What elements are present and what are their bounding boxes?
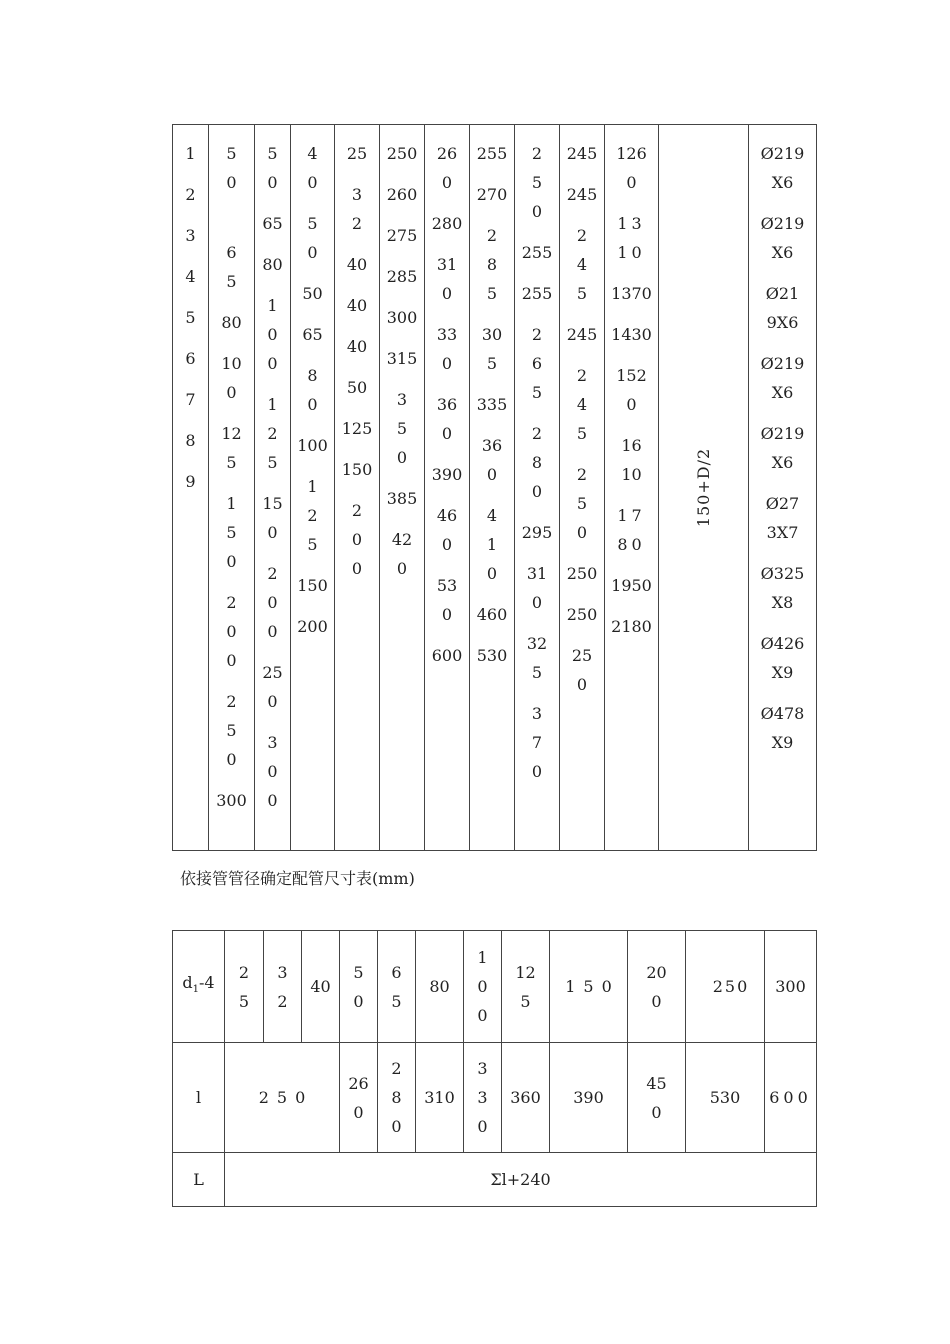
d-value — [416, 931, 464, 1043]
d-value — [502, 931, 550, 1043]
cell-value: 40 — [346, 296, 368, 315]
cell-value: 32 — [277, 962, 288, 1011]
data-column-8 — [515, 125, 560, 851]
connection-pipe-table — [172, 930, 817, 1207]
cell-value: 250 — [226, 692, 237, 769]
data-column-6 — [425, 125, 470, 851]
sequence-number: 5 — [185, 308, 196, 327]
l-value — [225, 1043, 340, 1153]
cell-value: 150 — [226, 494, 237, 571]
cell-value: 260 — [348, 1073, 369, 1122]
cell-value: 285 — [386, 267, 418, 286]
d-value — [628, 931, 686, 1043]
sequence-number: 6 — [185, 349, 196, 368]
sequence-number: 4 — [185, 267, 196, 286]
cell-value: 245 — [576, 366, 588, 443]
cell-value: 65 — [391, 962, 402, 1011]
cell-value: 255 — [521, 243, 553, 262]
cell-value: 125 — [307, 477, 318, 554]
cell-value: 40 — [307, 144, 318, 192]
cell-value: 300 — [216, 791, 247, 810]
formula-text: 150+D/2 — [694, 447, 713, 528]
cell-value: 80 — [221, 313, 242, 332]
l-value — [550, 1043, 628, 1153]
cell-value: 350 — [396, 390, 408, 467]
d-value — [302, 931, 340, 1043]
cell-value: 390 — [573, 1088, 604, 1107]
cell-value: 450 — [646, 1073, 667, 1122]
sequence-column — [173, 125, 209, 851]
cell-value: 1780 — [617, 506, 646, 554]
cell-value: 100 — [477, 948, 488, 1025]
cell-value: 125 — [341, 419, 373, 438]
cell-value: 200 — [297, 617, 328, 636]
pipe-size: Ø426X9 — [760, 634, 805, 682]
cell-value: 2180 — [611, 617, 652, 636]
cell-value: 460 — [476, 605, 508, 624]
cell-value: 50 — [267, 144, 278, 192]
cell-value: 100 — [221, 354, 242, 402]
row-l-label: l — [173, 1043, 225, 1153]
cell-value: 245 — [566, 325, 598, 344]
data-column-7 — [470, 125, 515, 851]
cell-value: 255 — [521, 284, 553, 303]
cell-value: 250 — [571, 646, 593, 694]
cell-value: 420 — [391, 530, 413, 578]
cell-value: 250 — [531, 144, 543, 221]
cell-value: 50 — [346, 378, 368, 397]
cell-value: 50 — [226, 144, 237, 192]
d-value — [686, 931, 765, 1043]
cell-value: 300 — [267, 733, 278, 810]
cell-value: 200 — [226, 593, 237, 670]
cell-value: 125 — [267, 395, 278, 472]
row-l — [173, 1043, 817, 1153]
cell-value: 200 — [267, 564, 278, 641]
cell-value: 150 — [565, 977, 620, 996]
l-value — [340, 1043, 378, 1153]
l-value — [416, 1043, 464, 1153]
cell-value: 295 — [521, 523, 553, 542]
cell-value: 200 — [351, 501, 363, 578]
cell-value: 50 — [353, 962, 364, 1011]
cell-value: 280 — [531, 424, 543, 501]
cell-value: 1430 — [611, 325, 652, 344]
cell-value: 1370 — [611, 284, 652, 303]
cell-value: 250 — [386, 144, 418, 163]
data-column-3 — [291, 125, 335, 851]
d-value — [550, 931, 628, 1043]
cell-value: 600 — [431, 646, 463, 665]
cell-value: 65 — [262, 214, 283, 233]
l-value — [502, 1043, 550, 1153]
d-value — [765, 931, 817, 1043]
cell-value: 125 — [221, 424, 242, 472]
cell-value: 150 — [297, 576, 328, 595]
cell-value: 25 — [346, 144, 368, 163]
cell-value: 1610 — [621, 436, 642, 484]
cell-value: 285 — [486, 226, 498, 303]
cell-value: 80 — [262, 255, 283, 274]
cell-value: 370 — [531, 704, 543, 781]
cell-value: 100 — [297, 436, 328, 455]
formula-cell — [659, 125, 749, 851]
pipe-size-column — [749, 125, 817, 851]
cell-value: 255 — [476, 144, 508, 163]
row-L-label: L — [173, 1153, 225, 1207]
pipe-size: Ø219X6 — [760, 354, 805, 402]
cell-value: 360 — [510, 1088, 541, 1107]
cell-value: 270 — [476, 185, 508, 204]
pipe-size: Ø325X8 — [760, 564, 805, 612]
label-subscript: 1 — [192, 984, 200, 996]
l-value — [765, 1043, 817, 1153]
cell-value: 1260 — [616, 144, 647, 192]
label-main: d — [182, 973, 193, 993]
l-value — [686, 1043, 765, 1153]
data-column-5 — [380, 125, 425, 851]
cell-value: 50 — [302, 284, 323, 303]
cell-value: 40 — [310, 977, 331, 996]
cell-value: 32 — [351, 185, 363, 233]
sequence-number: 3 — [185, 226, 196, 245]
cell-value: 300 — [386, 308, 418, 327]
cell-value: 1310 — [617, 214, 646, 262]
cell-value: 245 — [566, 185, 598, 204]
row-L-formula: Σl+240 — [225, 1153, 817, 1207]
cell-value: 310 — [436, 255, 458, 303]
sequence-number: 2 — [185, 185, 196, 204]
sequence-number: 8 — [185, 431, 196, 450]
cell-value: 310 — [526, 564, 548, 612]
cell-value: 330 — [477, 1059, 488, 1136]
cell-value: 40 — [346, 255, 368, 274]
row-d-label — [173, 931, 225, 1043]
cell-value: 80 — [307, 366, 318, 414]
cell-value: 260 — [386, 185, 418, 204]
cell-value: 300 — [775, 977, 806, 996]
cell-value: 200 — [646, 962, 667, 1011]
cell-value: 150 — [341, 460, 373, 479]
l-value — [378, 1043, 416, 1153]
cell-value: 250 — [712, 977, 750, 996]
cell-value: 275 — [386, 226, 418, 245]
cell-value: 65 — [226, 243, 237, 291]
cell-value: 305 — [481, 325, 503, 373]
cell-value: 330 — [436, 325, 458, 373]
pipe-dimension-table — [172, 124, 817, 851]
cell-value: 600 — [769, 1088, 812, 1107]
cell-value: 250 — [258, 1088, 314, 1107]
cell-value: 250 — [566, 564, 598, 583]
cell-value: 335 — [476, 395, 508, 414]
data-column-10 — [605, 125, 659, 851]
sequence-number: 9 — [185, 472, 196, 491]
cell-value: 250 — [576, 465, 588, 542]
cell-value: 80 — [429, 977, 450, 996]
cell-value: 260 — [436, 144, 458, 192]
l-value — [628, 1043, 686, 1153]
cell-value: 150 — [262, 494, 283, 542]
cell-value: 530 — [476, 646, 508, 665]
cell-value: 315 — [386, 349, 418, 368]
cell-value: 250 — [262, 663, 283, 711]
cell-value: 40 — [346, 337, 368, 356]
pipe-size: Ø219X6 — [760, 144, 805, 192]
cell-value: 360 — [436, 395, 458, 443]
cell-value: 1950 — [611, 576, 652, 595]
cell-value: 245 — [576, 226, 588, 303]
cell-value: 310 — [424, 1088, 455, 1107]
cell-value: 100 — [267, 296, 278, 373]
d-value — [464, 931, 502, 1043]
d-value — [340, 931, 378, 1043]
cell-value: 125 — [515, 962, 536, 1011]
cell-value: 50 — [307, 214, 318, 262]
d-value — [378, 931, 416, 1043]
data-column-2 — [255, 125, 291, 851]
pipe-size: Ø273X7 — [765, 494, 800, 542]
cell-value: 385 — [386, 489, 418, 508]
cell-value: 410 — [486, 506, 498, 583]
cell-value: 265 — [531, 325, 543, 402]
d-value — [225, 931, 264, 1043]
cell-value: 530 — [709, 1088, 741, 1107]
cell-value: 250 — [566, 605, 598, 624]
row-d — [173, 931, 817, 1043]
data-column-1 — [209, 125, 255, 851]
pipe-size: Ø478X9 — [760, 704, 805, 752]
cell-value: 245 — [566, 144, 598, 163]
cell-value: 65 — [302, 325, 323, 344]
data-column-4 — [335, 125, 380, 851]
sequence-number: 7 — [185, 390, 196, 409]
sequence-number: 1 — [185, 144, 196, 163]
table-caption: 依接管管径确定配管尺寸表(mm) — [180, 869, 415, 888]
l-value — [464, 1043, 502, 1153]
label-suffix: -4 — [199, 973, 215, 993]
data-column-9 — [560, 125, 605, 851]
cell-value: 25 — [238, 962, 250, 1011]
cell-value: 280 — [431, 214, 463, 233]
cell-value: 280 — [391, 1059, 402, 1136]
cell-value: 325 — [526, 634, 548, 682]
pipe-size: Ø219X6 — [760, 214, 805, 262]
pipe-size: Ø219X6 — [765, 284, 800, 332]
cell-value: 1520 — [616, 366, 647, 414]
cell-value: 390 — [431, 465, 463, 484]
pipe-size: Ø219X6 — [760, 424, 805, 472]
cell-value: 360 — [481, 436, 503, 484]
cell-value: 530 — [436, 576, 458, 624]
d-value — [264, 931, 302, 1043]
cell-value: 460 — [436, 506, 458, 554]
row-L — [173, 1153, 817, 1207]
